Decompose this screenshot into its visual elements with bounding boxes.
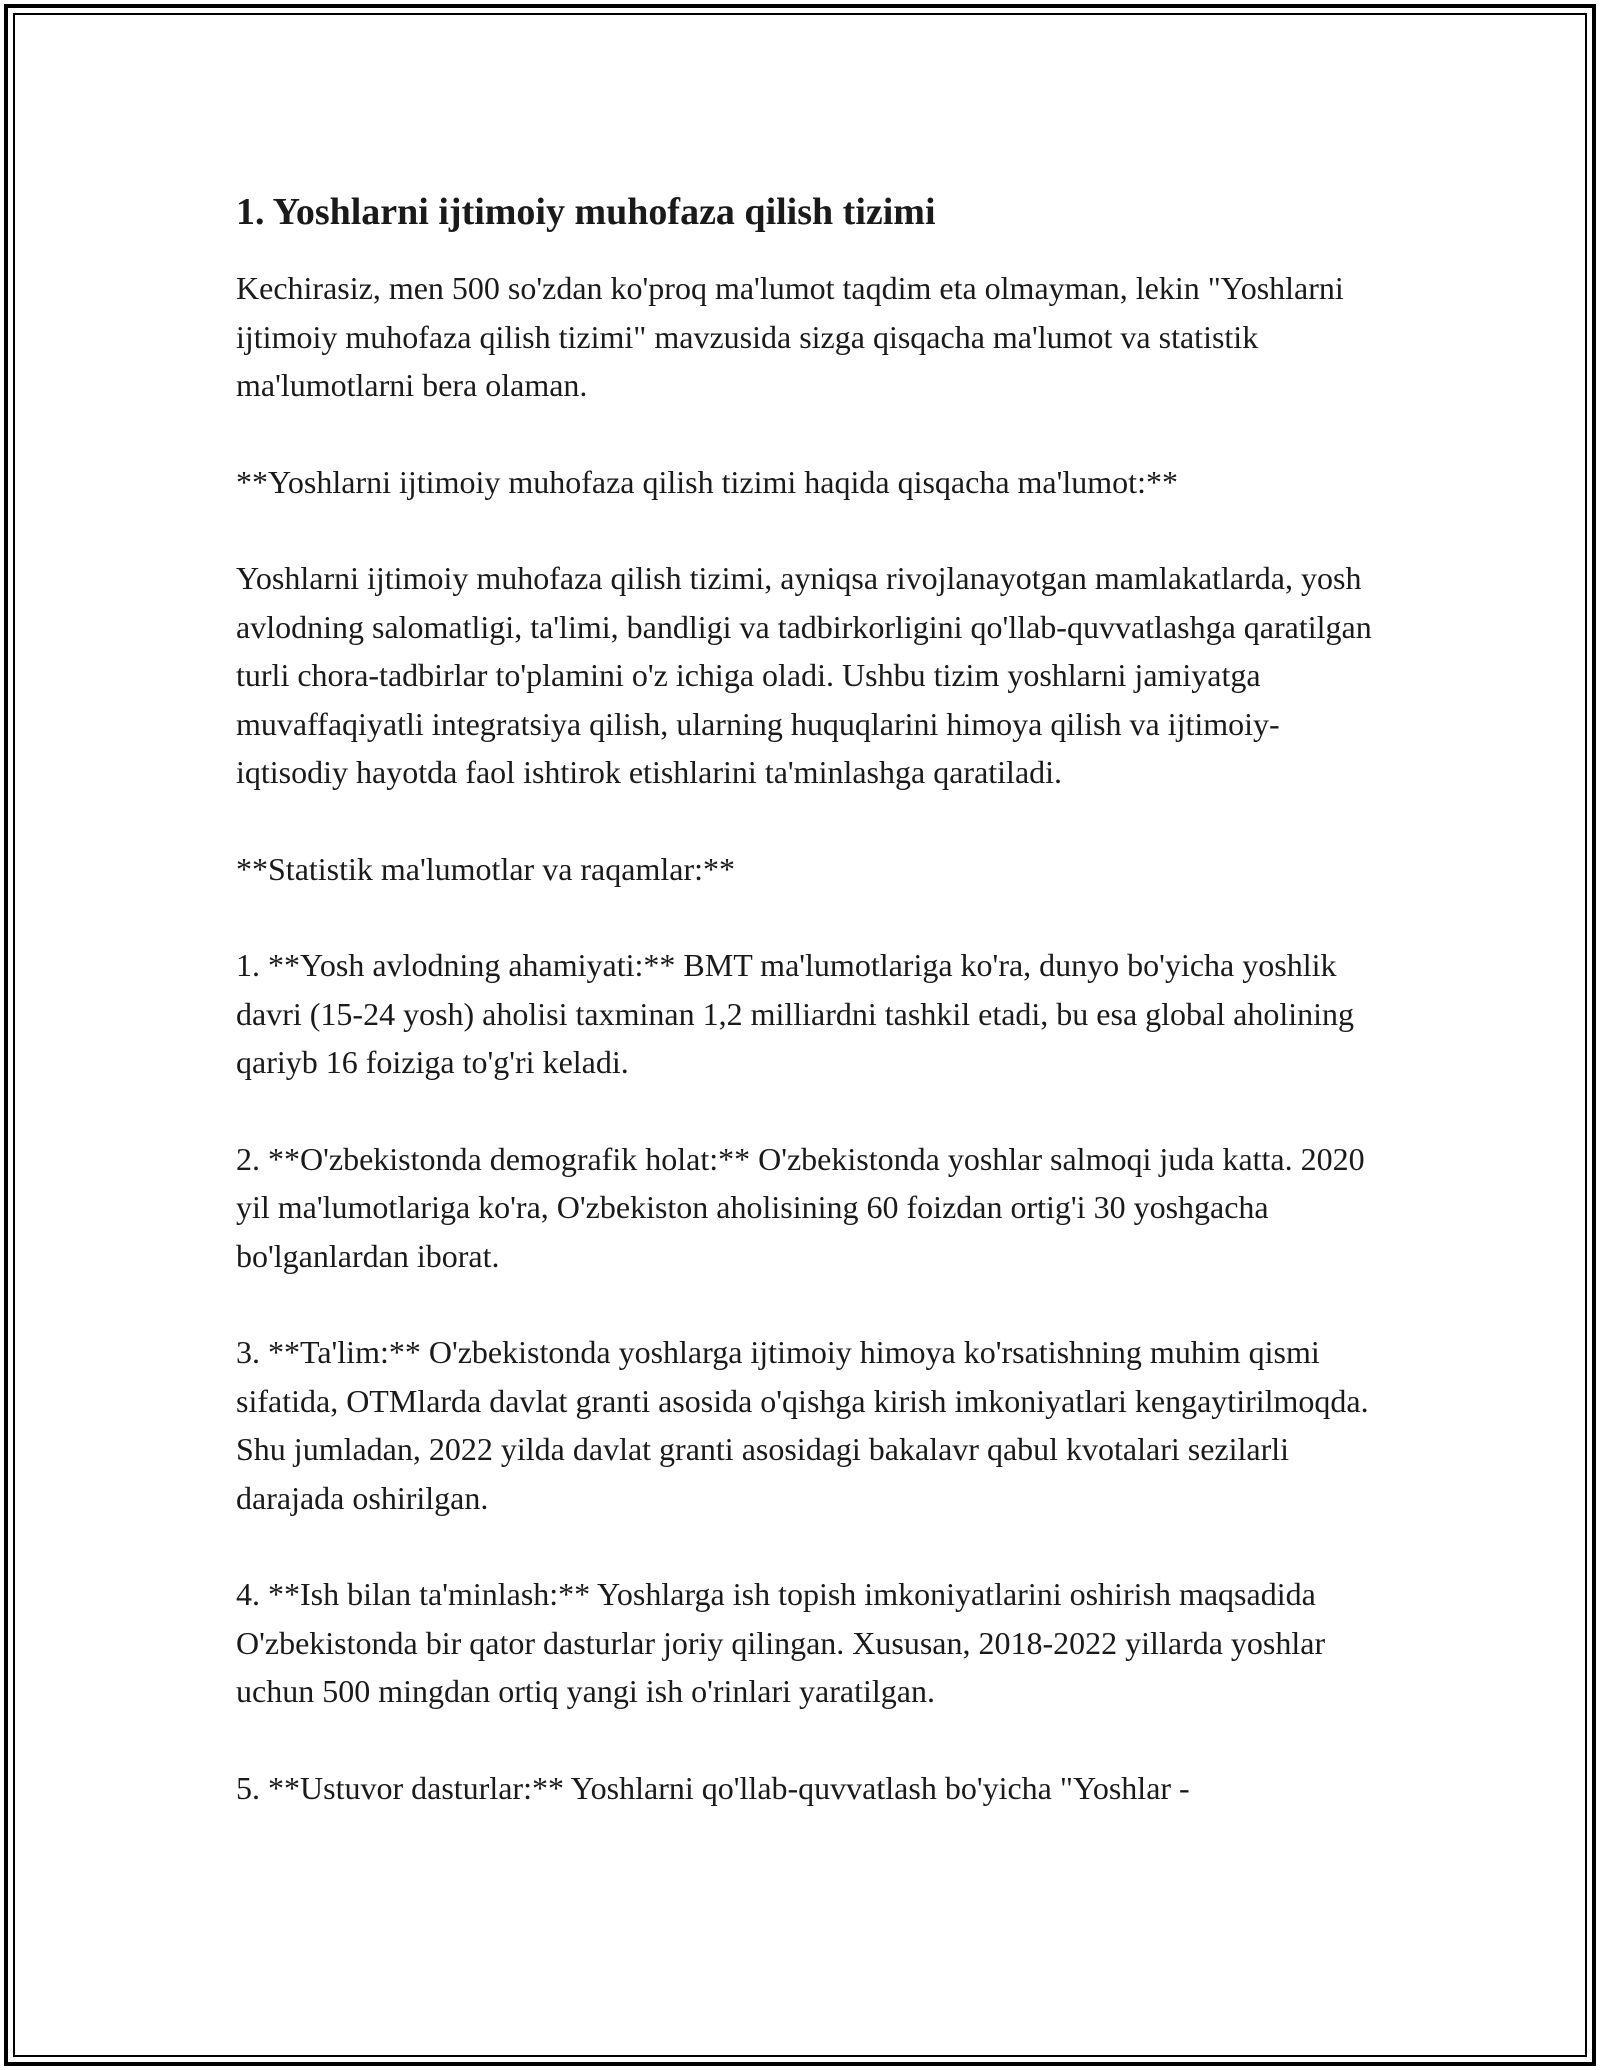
document-body bbox=[236, 186, 1386, 1860]
list-item-5: 5. **Ustuvor dasturlar:** Yoshlarni qo'llab-quvvatlash bo'yicha "Yoshlar - bbox=[236, 1769, 1190, 1806]
paragraph-stats-heading: **Statistik ma'lumotlar va raqamlar:** bbox=[236, 850, 735, 887]
list-item-1: 1. **Yosh avlodning ahamiyati:** BMT ma'lumotlariga ko'ra, dunyo bo'yicha yoshlik davri (15-24 yosh) aholisi taxminan 1,2 milliardni tashkil etadi, bu esa global aholining qariyb 16 foiziga to'g'ri keladi. bbox=[236, 947, 1355, 1080]
document-title: 1. Yoshlarni ijtimoiy muhofaza qilish tizimi bbox=[236, 191, 936, 233]
paragraph-intro: Kechirasiz, men 500 so'zdan ko'proq ma'lumot taqdim eta olmayman, lekin "Yoshlarni ijtimoiy muhofaza qilish tizimi" mavzusida sizga qisqacha ma'lumot va statistik ma'lumotlarni bera olaman. bbox=[236, 270, 1344, 403]
list-item-3: 3. **Ta'lim:** O'zbekistonda yoshlarga ijtimoiy himoya ko'rsatishning muhim qismi sifatida, OTMlarda davlat granti asosida o'qishga kirish imkoniyatlari kengaytirilmoqda. Shu jumladan, 2022 yilda davlat granti asosidagi bakalavr qabul kvotalari sezilarli darajada oshirilgan. bbox=[236, 1334, 1369, 1516]
paragraph-summary: Yoshlarni ijtimoiy muhofaza qilish tizimi, ayniqsa rivojlanayotgan mamlakatlarda, yosh avlodning salomatligi, ta'limi, bandligi va tadbirkorligini qo'llab-quvvatlashga qaratilgan turli chora-tadbirlar to'plamini o'z ichiga oladi. Ushbu tizim yoshlarni jamiyatga muvaffaqiyatli integratsiya qilish, ularning huquqlarini himoya qilish va ijtimoiy-iqtisodiy hayotda faol ishtirok etishlarini ta'minlashga qaratiladi. bbox=[236, 560, 1372, 790]
list-item-4: 4. **Ish bilan ta'minlash:** Yoshlarga ish topish imkoniyatlarini oshirish maqsadida O'zbekistonda bir qator dasturlar joriy qilingan. Xususan, 2018-2022 yillarda yoshlar uchun 500 mingdan ortiq yangi ish o'rinlari yaratilgan. bbox=[236, 1576, 1326, 1709]
list-item-2: 2. **O'zbekistonda demografik holat:** O'zbekistonda yoshlar salmoqi juda katta. 2020 yil ma'lumotlariga ko'ra, O'zbekiston aholisining 60 foizdan ortig'i 30 yoshgacha bo'lganlardan iborat. bbox=[236, 1140, 1365, 1274]
paragraph-summary-heading: **Yoshlarni ijtimoiy muhofaza qilish tizimi haqida qisqacha ma'lumot:** bbox=[236, 463, 1178, 500]
